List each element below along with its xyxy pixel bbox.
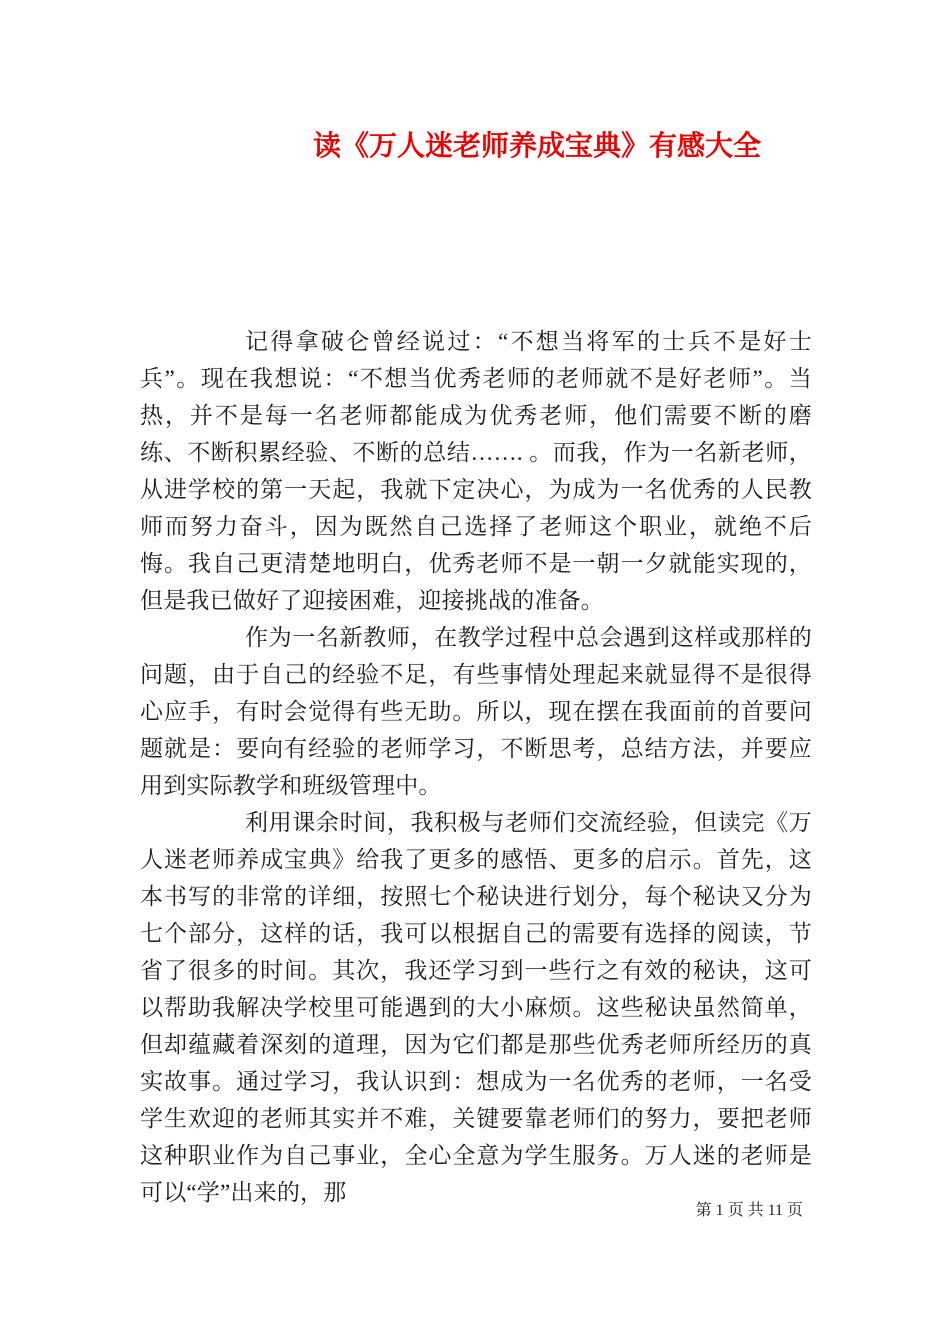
body-paragraph: 作为一名新教师，在教学过程中总会遇到这样或那样的问题，由于自己的经验不足，有些事情处理起来就显得不是很得心应手，有时会觉得有些无助。所以，现在摆在我面前的首要问题就是：要向有经验的老师学习，不断思考，总结方法，并要应用到实际教学和班级管理中。	[140, 625, 812, 798]
body-paragraph: 利用课余时间，我积极与老师们交流经验，但读完《万人迷老师养成宝典》给我了更多的感悟、更多的启示。首先，这本书写的非常的详细，按照七个秘诀进行划分，每个秘诀又分为七个部分，这样的话，我可以根据自己的需要有选择的阅读，节省了很多的时间。其次，我还学习到一些行之有效的秘诀，这可以帮助我解决学校里可能遇到的大小麻烦。这些秘诀虽然简单，但却蕴藏着深刻的道理，因为它们都是那些优秀老师所经历的真实故事。通过学习，我认识到：想成为一名优秀的老师，一名受学生欢迎的老师其实并不难，关键要靠老师们的努力，要把老师这种职业作为自己事业，全心全意为学生服务。万人迷的老师是可以“学”出来的，那	[140, 810, 812, 1205]
document-content	[140, 0, 812, 1211]
page-number-footer: 第 1 页 共 11 页	[695, 1202, 803, 1219]
body-paragraph: 记得拿破仑曾经说过：“不想当将军的士兵不是好士兵”。现在我想说：“不想当优秀老师的老师就不是好老师”。当热，并不是每一名老师都能成为优秀老师，他们需要不断的磨练、不断积累经验、不断的总结……. 。而我，作为一名新老师，从进学校的第一天起，我就下定决心，为成为一名优秀的人民教师而努力奋斗，因为既然自己选择了老师这个职业，就绝不后悔。我自己更清楚地明白，优秀老师不是一朝一夕就能实现的，但是我已做好了迎接困难，迎接挑战的准备。	[140, 329, 812, 613]
document-body	[140, 323, 812, 1211]
document-title: 读《万人迷老师养成宝典》有感大全	[312, 131, 761, 162]
